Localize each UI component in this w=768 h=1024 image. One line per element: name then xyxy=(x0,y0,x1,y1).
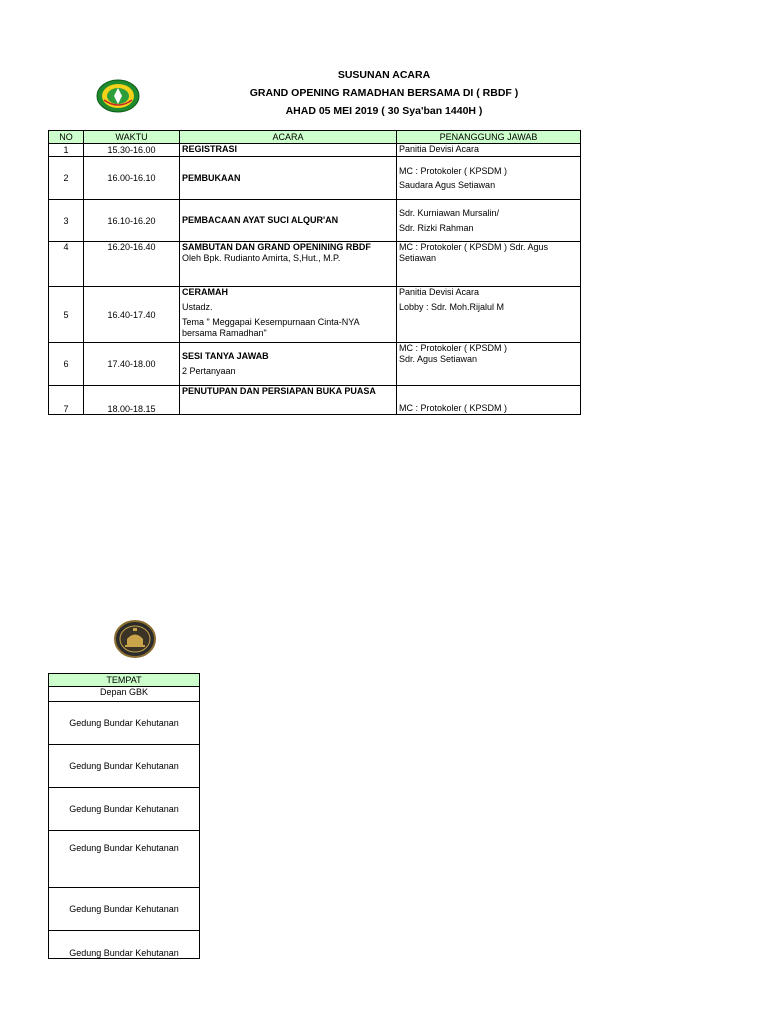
row-pj xyxy=(397,287,581,343)
row-acara xyxy=(180,144,397,157)
pj-line: Saudara Agus Setiawan xyxy=(399,179,496,190)
row-acara xyxy=(180,157,397,200)
table-row xyxy=(49,788,200,831)
tempat-table xyxy=(48,673,200,959)
row-no: 1 xyxy=(49,144,84,157)
table-row xyxy=(49,687,200,702)
acara-title: CERAMAH xyxy=(182,287,228,297)
acara-title: PEMBACAAN AYAT SUCI ALQUR'AN xyxy=(182,215,339,225)
mosque-logo-icon xyxy=(114,620,156,658)
pj-line: MC : Protokoler ( KPSDM ) xyxy=(399,165,508,176)
header-acara: ACARA xyxy=(180,131,397,144)
tempat-cell: Gedung Bundar Kehutanan xyxy=(49,745,200,788)
tempat-cell: Gedung Bundar Kehutanan xyxy=(49,931,200,959)
row-no: 4 xyxy=(49,242,84,287)
schedule-header-row xyxy=(49,131,581,144)
header-penanggung-jawab: PENANGGUNG JAWAB xyxy=(397,131,581,144)
row-pj xyxy=(397,157,581,200)
header-tempat: TEMPAT xyxy=(49,674,200,687)
table-row xyxy=(49,242,581,287)
title-line-2: GRAND OPENING RAMADHAN BERSAMA DI ( RBDF ) xyxy=(249,87,519,99)
pj-line: Lobby : Sdr. Moh.Rijalul M xyxy=(399,302,505,312)
row-no: 5 xyxy=(49,287,84,343)
row-acara xyxy=(180,343,397,386)
row-no: 3 xyxy=(49,200,84,242)
row-acara xyxy=(180,242,397,287)
row-waktu: 16.10-16.20 xyxy=(84,200,180,242)
acara-title: REGISTRASI xyxy=(182,144,238,154)
table-row xyxy=(49,157,581,200)
table-row xyxy=(49,287,581,343)
row-acara xyxy=(180,386,397,415)
tempat-cell: Gedung Bundar Kehutanan xyxy=(49,831,200,888)
tempat-cell: Depan GBK xyxy=(49,687,200,702)
row-pj xyxy=(397,386,581,415)
table-row xyxy=(49,144,581,157)
pj-line: Sdr. Kurniawan Mursalin/ xyxy=(399,207,500,218)
row-waktu: 16.40-17.40 xyxy=(84,287,180,343)
table-row xyxy=(49,343,581,386)
pj-line: Panitia Devisi Acara xyxy=(399,287,480,297)
header-no: NO xyxy=(49,131,84,144)
pj-line: Panitia Devisi Acara xyxy=(399,144,480,154)
row-waktu: 18.00-18.15 xyxy=(84,386,180,415)
pj-line: MC : Protokoler ( KPSDM ) Sdr. Agus xyxy=(399,242,549,252)
acara-title: SAMBUTAN DAN GRAND OPENINING RBDF xyxy=(182,242,371,252)
row-waktu: 16.00-16.10 xyxy=(84,157,180,200)
header-waktu: WAKTU xyxy=(84,131,180,144)
tempat-header-row xyxy=(49,674,200,687)
row-pj xyxy=(397,242,581,287)
acara-title: PENUTUPAN DAN PERSIAPAN BUKA PUASA xyxy=(182,386,376,396)
table-row xyxy=(49,745,200,788)
row-waktu: 17.40-18.00 xyxy=(84,343,180,386)
row-acara xyxy=(180,287,397,343)
pj-line: Sdr. Rizki Rahman xyxy=(399,222,474,233)
title-line-1: SUSUNAN ACARA xyxy=(337,69,431,81)
row-pj xyxy=(397,144,581,157)
tempat-cell: Gedung Bundar Kehutanan xyxy=(49,788,200,831)
table-row xyxy=(49,386,581,415)
pj-line: Setiawan xyxy=(399,253,437,263)
row-no: 2 xyxy=(49,157,84,200)
row-waktu: 15.30-16.00 xyxy=(84,144,180,157)
acara-line: Ustadz. xyxy=(182,302,213,312)
row-acara xyxy=(180,200,397,242)
schedule-table xyxy=(48,130,581,415)
acara-title: PEMBUKAAN xyxy=(182,172,241,183)
pj-line: MC : Protokoler ( KPSDM ) xyxy=(399,403,508,413)
tempat-cell: Gedung Bundar Kehutanan xyxy=(49,702,200,745)
acara-line: bersama Ramadhan" xyxy=(182,328,267,338)
tempat-cell: Gedung Bundar Kehutanan xyxy=(49,888,200,931)
row-pj xyxy=(397,200,581,242)
row-pj xyxy=(397,343,581,386)
title-line-3: AHAD 05 MEI 2019 ( 30 Sya'ban 1440H ) xyxy=(285,105,483,117)
table-row xyxy=(49,200,581,242)
row-no: 6 xyxy=(49,343,84,386)
table-row xyxy=(49,931,200,959)
row-no: 7 xyxy=(49,386,84,415)
acara-line: Tema " Meggapai Kesempurnaan Cinta-NYA xyxy=(182,317,360,327)
acara-line: 2 Pertanyaan xyxy=(182,366,236,376)
table-row xyxy=(49,831,200,888)
table-row xyxy=(49,702,200,745)
pj-line: MC : Protokoler ( KPSDM ) xyxy=(399,343,508,353)
pj-line: Sdr. Agus Setiawan xyxy=(399,354,478,364)
acara-title: SESI TANYA JAWAB xyxy=(182,351,269,361)
document-title xyxy=(0,66,768,120)
row-waktu: 16.20-16.40 xyxy=(84,242,180,287)
table-row xyxy=(49,888,200,931)
acara-line: Oleh Bpk. Rudianto Amirta, S,Hut., M.P. xyxy=(182,253,341,263)
